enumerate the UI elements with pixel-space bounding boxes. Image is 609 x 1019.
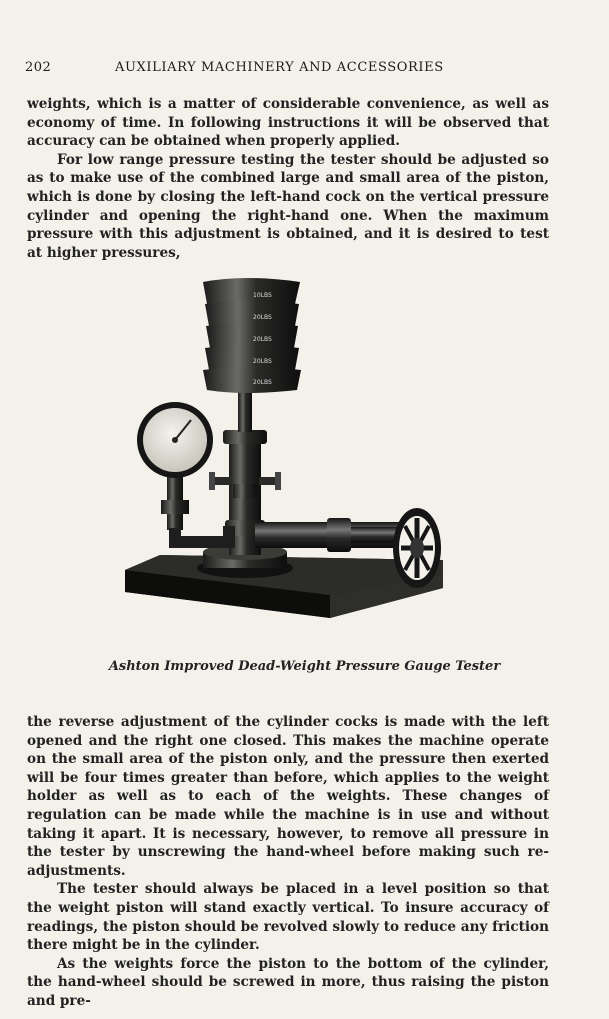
paragraph: weights, which is a matter of considerable convenience, as well as economy of time. In following instructions it will be observed that accuracy can be obtained when properly applied. <box>27 96 549 150</box>
horizontal-pump-barrel <box>255 518 415 552</box>
weight-label: 20LBS <box>253 358 272 365</box>
running-title: AUXILIARY MACHINERY AND ACCESSORIES <box>115 60 444 75</box>
weight-label: 10LBS <box>253 292 272 299</box>
paragraph: The tester should always be placed in a level position so that the weight piston will stand exactly vertical. To insure accuracy of readings, the piston should be revolved slowly to reduce any friction there might be in the cylinder. <box>27 881 549 954</box>
figure-caption: Ashton Improved Dead-Weight Pressure Gauge Tester <box>108 659 501 674</box>
paragraph: As the weights force the piston to the bottom of the cylinder, the hand-wheel should be screwed in more, thus raising the piston and pre- <box>27 955 549 1009</box>
page-number: 202 <box>25 60 52 75</box>
paragraph: For low range pressure testing the tester should be adjusted so as to make use of the combined large and small area of the piston, which is done by closing the left-hand cock on the vertical pressure cylinder and opening the right-hand one. When the maximum pressure with this adjustment is obtained, and it is desired to test at higher pressures, <box>27 151 549 261</box>
body-text-top <box>27 95 549 262</box>
body-text-bottom <box>27 713 549 1011</box>
paragraph: the reverse adjustment of the cylinder cocks is made with the left opened and the right one closed. This makes the machine operate on the small area of the piston only, and the pressure then exerted will be four times greater than before, which applies to the weight holder as well as to each of the weights. These changes of regulation can be made while the machine is in use and without taking it apart. It is necessary, however, to remove all pressure in the tester by unscrewing the hand-wheel before making such re-adjustments. <box>27 714 549 879</box>
hand-wheel <box>393 508 441 588</box>
weight-stack <box>203 278 301 393</box>
weight-label: 20LBS <box>253 336 272 343</box>
pressure-gauge <box>137 402 229 542</box>
weight-label: 20LBS <box>253 314 272 321</box>
gauge-tester-illustration <box>105 270 465 650</box>
weight-label: 20LBS <box>253 379 272 386</box>
page-header <box>0 60 609 82</box>
